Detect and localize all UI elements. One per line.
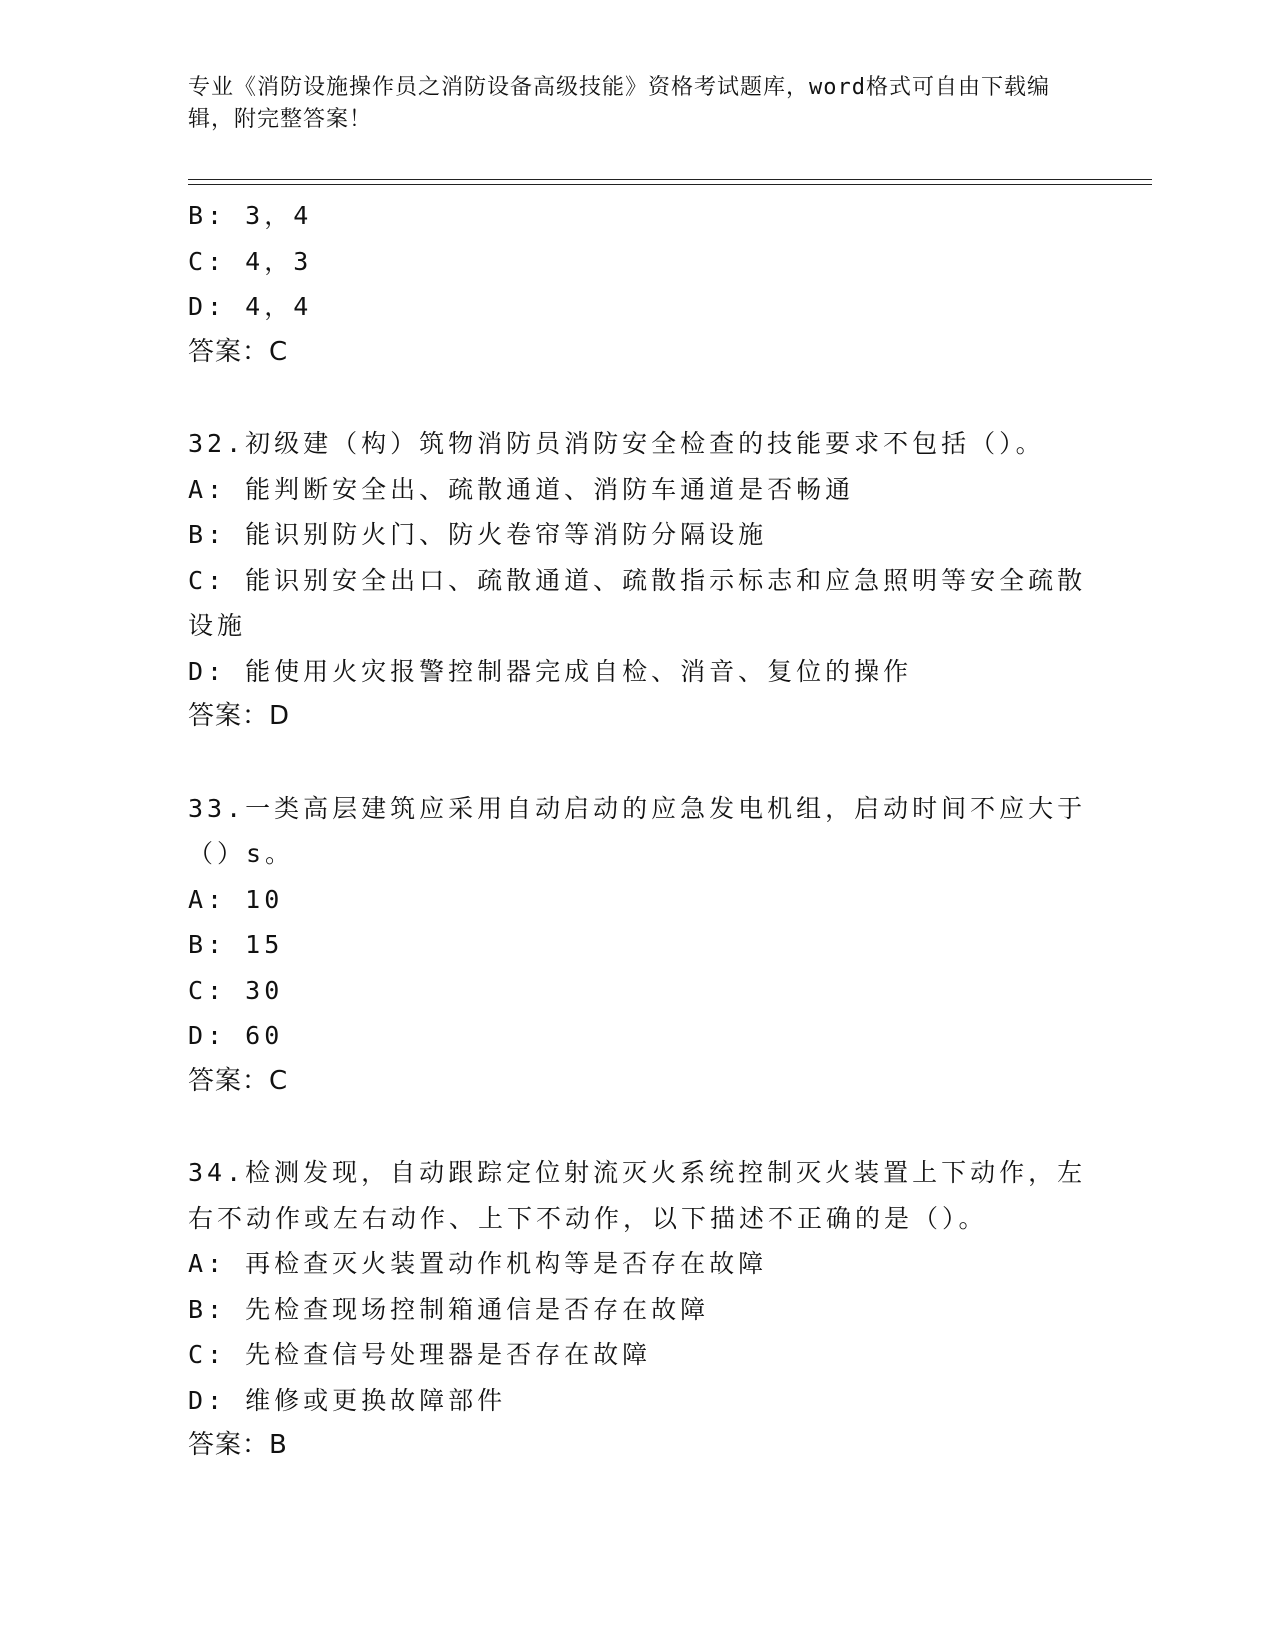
page-header: 专业《消防设施操作员之消防设备高级技能》资格考试题库，word格式可自由下载编辑，附完整答案！ (188, 75, 1050, 132)
option-c: C: 能识别安全出口、疏散通道、疏散指示标志和应急照明等安全疏散 (188, 565, 1087, 595)
answer-text: 答案：C (188, 336, 289, 367)
option-c: C: 4，3 (188, 246, 313, 276)
answer-text: 答案：D (188, 701, 291, 731)
option-d: D: 60 (188, 1021, 284, 1050)
option-d: D: 维修或更换故障部件 (188, 1385, 507, 1415)
option-b: B: 先检查现场控制箱通信是否存在故障 (188, 1294, 710, 1324)
option-d: D: 4，4 (188, 292, 313, 321)
option-b: B: 3，4 (188, 201, 313, 230)
option-c-continued: 设施 (188, 611, 247, 640)
header-rule-bottom (188, 184, 1152, 185)
question-stem-continued: 右不动作或左右动作、上下不动作，以下描述不正确的是（）。 (188, 1203, 988, 1233)
option-a: A: 能判断安全出、疏散通道、消防车通道是否畅通 (188, 474, 855, 504)
option-a: A: 10 (188, 884, 284, 914)
option-d: D: 能使用火灾报警控制器完成自检、消音、复位的操作 (188, 656, 913, 686)
answer-text: 答案：B (188, 1430, 288, 1460)
question-stem-continued: （）s。 (188, 839, 295, 868)
question-stem: 32.初级建（构）筑物消防员消防安全检查的技能要求不包括（）。 (188, 429, 1045, 458)
question-list (188, 193, 1088, 1469)
question-33 (188, 786, 1088, 1105)
question-32 (188, 421, 1088, 740)
option-b: B: 15 (188, 930, 284, 959)
question-stem: 34.检测发现，自动跟踪定位射流灭火系统控制灭火装置上下动作，左 (188, 1158, 1087, 1187)
question-stem: 33.一类高层建筑应采用自动启动的应急发电机组，启动时间不应大于 (188, 793, 1087, 823)
question-34 (188, 1150, 1088, 1469)
option-a: A: 再检查灭火装置动作机构等是否存在故障 (188, 1249, 768, 1278)
option-b: B: 能识别防火门、防火卷帘等消防分隔设施 (188, 520, 768, 549)
option-c: C: 先检查信号处理器是否存在故障 (188, 1340, 652, 1369)
answer-text: 答案：C (188, 1065, 289, 1096)
question-31-continued (188, 193, 1088, 375)
option-c: C: 30 (188, 975, 284, 1005)
header-rule-top (188, 179, 1152, 180)
